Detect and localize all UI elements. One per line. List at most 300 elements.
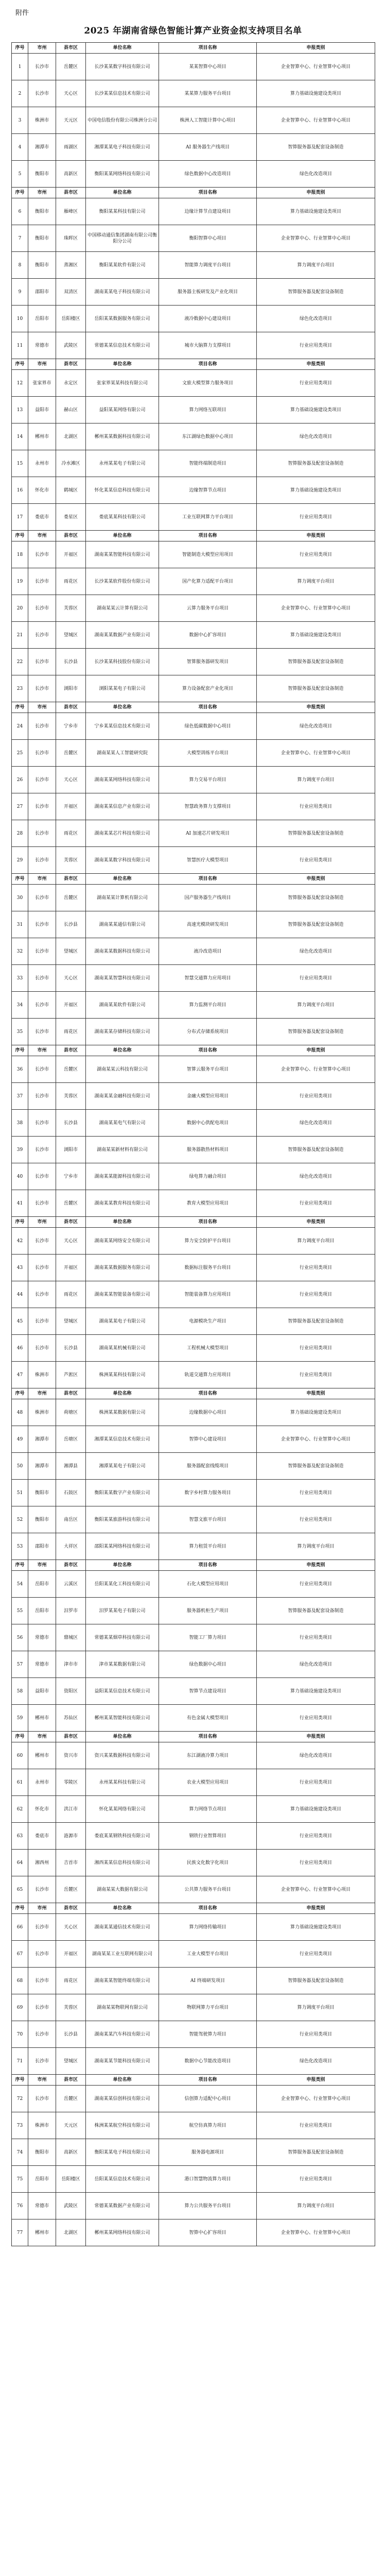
cell-city: 衡阳市 <box>28 1480 56 1506</box>
header-county: 县市区 <box>56 702 86 713</box>
cell-city: 株洲市 <box>28 2112 56 2139</box>
cell-no: 74 <box>12 2139 28 2166</box>
cell-county: 开福区 <box>56 793 86 820</box>
table-row <box>12 107 375 134</box>
cell-category: 行业应用类项目 <box>257 1941 375 1968</box>
cell-project: 电源模块生产项目 <box>159 1308 257 1335</box>
cell-no: 35 <box>12 1019 28 1045</box>
cell-no: 58 <box>12 1678 28 1705</box>
cell-county: 岳麓区 <box>56 1056 86 1083</box>
cell-county: 蒸湘区 <box>56 252 86 279</box>
cell-county: 芦淞区 <box>56 1362 86 1388</box>
header-city: 市州 <box>28 1045 56 1056</box>
cell-county: 赫山区 <box>56 397 86 423</box>
cell-project: 农业大模型应用项目 <box>159 1769 257 1796</box>
cell-project: 智算中心建设项目 <box>159 1426 257 1453</box>
cell-category: 算力调度平台项目 <box>257 252 375 279</box>
cell-county: 开福区 <box>56 541 86 568</box>
header-unit: 单位名称 <box>86 702 159 713</box>
header-county: 县市区 <box>56 43 86 54</box>
cell-unit: 长沙某某信息技术有限公司 <box>86 80 159 107</box>
cell-category: 行业应用类项目 <box>257 1190 375 1217</box>
cell-unit: 怀化某某信息科技有限公司 <box>86 477 159 504</box>
table-header-row <box>12 531 375 541</box>
header-project: 项目名称 <box>159 2075 257 2086</box>
cell-county: 津市市 <box>56 1651 86 1678</box>
cell-category: 企业智算中心、行业智算中心项目 <box>257 225 375 252</box>
cell-city: 衡阳市 <box>28 1506 56 1533</box>
table-row <box>12 1281 375 1308</box>
table-row <box>12 1019 375 1045</box>
cell-no: 50 <box>12 1453 28 1480</box>
cell-city: 衡阳市 <box>28 198 56 225</box>
header-category: 申报类别 <box>257 1560 375 1571</box>
header-category: 申报类别 <box>257 702 375 713</box>
table-row <box>12 1876 375 1903</box>
header-no: 序号 <box>12 2075 28 2086</box>
cell-city: 长沙市 <box>28 1083 56 1110</box>
cell-category: 企业智算中心、行业智算中心项目 <box>257 54 375 80</box>
cell-project: 服务器配套线缆项目 <box>159 1453 257 1480</box>
cell-category: 企业智算中心、行业智算中心项目 <box>257 1426 375 1453</box>
table-row <box>12 1362 375 1388</box>
cell-category: 行业应用类项目 <box>257 1823 375 1850</box>
table-row <box>12 1399 375 1426</box>
cell-category: 绿色化改造项目 <box>257 423 375 450</box>
table-row <box>12 911 375 938</box>
cell-city: 衡阳市 <box>28 225 56 252</box>
cell-city: 长沙市 <box>28 675 56 702</box>
cell-project: 数据中心扩容项目 <box>159 622 257 649</box>
cell-no: 1 <box>12 54 28 80</box>
cell-county: 雨花区 <box>56 1281 86 1308</box>
cell-city: 长沙市 <box>28 2086 56 2112</box>
cell-category: 绿色化改造项目 <box>257 713 375 740</box>
header-category: 申报类别 <box>257 43 375 54</box>
cell-county: 开福区 <box>56 1255 86 1281</box>
cell-no: 3 <box>12 107 28 134</box>
cell-county: 岳阳楼区 <box>56 306 86 332</box>
header-city: 市州 <box>28 43 56 54</box>
cell-unit: 长沙某某数字科技有限公司 <box>86 54 159 80</box>
table-row <box>12 767 375 793</box>
header-category: 申报类别 <box>257 1903 375 1914</box>
table-row <box>12 1426 375 1453</box>
cell-county: 高新区 <box>56 161 86 188</box>
cell-project: 智慧文旅平台项目 <box>159 1506 257 1533</box>
table-row <box>12 504 375 531</box>
cell-city: 长沙市 <box>28 938 56 965</box>
cell-project: 轨道交通算力应用项目 <box>159 1362 257 1388</box>
cell-city: 怀化市 <box>28 477 56 504</box>
cell-county: 岳麓区 <box>56 54 86 80</box>
table-row <box>12 2021 375 2048</box>
header-city: 市州 <box>28 1388 56 1399</box>
cell-category: 行业应用类项目 <box>257 504 375 531</box>
cell-category: 行业应用类项目 <box>257 541 375 568</box>
header-unit: 单位名称 <box>86 1388 159 1399</box>
table-row <box>12 1308 375 1335</box>
header-category: 申报类别 <box>257 188 375 198</box>
table-row <box>12 622 375 649</box>
cell-county: 雁峰区 <box>56 198 86 225</box>
table-row <box>12 54 375 80</box>
cell-city: 长沙市 <box>28 1941 56 1968</box>
table-row <box>12 370 375 397</box>
cell-unit: 中国电信股份有限公司株洲分公司 <box>86 107 159 134</box>
header-no: 序号 <box>12 874 28 885</box>
header-no: 序号 <box>12 188 28 198</box>
cell-category: 智算服务器及配套设备制造 <box>257 134 375 161</box>
header-unit: 单位名称 <box>86 1732 159 1742</box>
cell-unit: 湖南某某芯片科技有限公司 <box>86 820 159 847</box>
cell-city: 长沙市 <box>28 1281 56 1308</box>
cell-county: 珠晖区 <box>56 225 86 252</box>
table-row <box>12 80 375 107</box>
cell-no: 72 <box>12 2086 28 2112</box>
header-category: 申报类别 <box>257 1388 375 1399</box>
cell-no: 47 <box>12 1362 28 1388</box>
cell-project: AI 服务器生产线项目 <box>159 134 257 161</box>
cell-no: 34 <box>12 992 28 1019</box>
cell-project: 智算服务器研发项目 <box>159 649 257 675</box>
cell-city: 湘潭市 <box>28 1453 56 1480</box>
cell-city: 郴州市 <box>28 423 56 450</box>
cell-no: 11 <box>12 332 28 359</box>
cell-county: 岳麓区 <box>56 1876 86 1903</box>
cell-unit: 娄底某某钢铁科技有限公司 <box>86 1823 159 1850</box>
header-unit: 单位名称 <box>86 43 159 54</box>
header-project: 项目名称 <box>159 1045 257 1056</box>
cell-city: 岳阳市 <box>28 1598 56 1624</box>
cell-category: 算力基础设施建设类项目 <box>257 80 375 107</box>
cell-category: 智算服务器及配套设备制造 <box>257 1137 375 1163</box>
cell-project: 城市大脑算力支撑项目 <box>159 332 257 359</box>
cell-no: 49 <box>12 1426 28 1453</box>
cell-project: 智能制造大模型应用项目 <box>159 541 257 568</box>
cell-category: 算力基础设施建设类项目 <box>257 622 375 649</box>
table-row <box>12 1705 375 1732</box>
cell-project: 数据标注服务平台项目 <box>159 1255 257 1281</box>
header-unit: 单位名称 <box>86 531 159 541</box>
header-project: 项目名称 <box>159 702 257 713</box>
cell-project: 智能驾驶算力项目 <box>159 2021 257 2048</box>
cell-no: 6 <box>12 198 28 225</box>
cell-project: 钢铁行业智算项目 <box>159 1823 257 1850</box>
cell-category: 算力调度平台项目 <box>257 2193 375 2219</box>
cell-city: 长沙市 <box>28 767 56 793</box>
cell-no: 41 <box>12 1190 28 1217</box>
cell-county: 望城区 <box>56 938 86 965</box>
cell-unit: 湖南某某汽车科技有限公司 <box>86 2021 159 2048</box>
cell-city: 长沙市 <box>28 911 56 938</box>
cell-project: 物联网算力平台项目 <box>159 1994 257 2021</box>
table-row <box>12 1769 375 1796</box>
table-row <box>12 332 375 359</box>
cell-category: 行业应用类项目 <box>257 1624 375 1651</box>
cell-no: 20 <box>12 595 28 622</box>
cell-project: 智慧政务算力支撑项目 <box>159 793 257 820</box>
cell-category: 智算服务器及配套设备制造 <box>257 675 375 702</box>
cell-city: 长沙市 <box>28 713 56 740</box>
cell-project: 边缘数据中心项目 <box>159 1399 257 1426</box>
table-header-row <box>12 43 375 54</box>
cell-category: 绿色化改造项目 <box>257 306 375 332</box>
cell-unit: 衡阳某某数字产业有限公司 <box>86 1480 159 1506</box>
cell-city: 长沙市 <box>28 2021 56 2048</box>
cell-city: 长沙市 <box>28 54 56 80</box>
table-row <box>12 397 375 423</box>
cell-unit: 郴州某某智能科技有限公司 <box>86 1705 159 1732</box>
header-county: 县市区 <box>56 188 86 198</box>
cell-city: 益阳市 <box>28 397 56 423</box>
cell-unit: 湖南某某大数据有限公司 <box>86 1876 159 1903</box>
cell-county: 望城区 <box>56 2048 86 2075</box>
cell-county: 天心区 <box>56 965 86 992</box>
table-row <box>12 740 375 767</box>
cell-project: 公共算力服务平台项目 <box>159 1876 257 1903</box>
cell-unit: 湖南某某存储科技有限公司 <box>86 1019 159 1045</box>
cell-no: 53 <box>12 1533 28 1560</box>
cell-unit: 岳阳某某信息技术有限公司 <box>86 2166 159 2193</box>
table-row <box>12 649 375 675</box>
cell-county: 雨花区 <box>56 820 86 847</box>
cell-category: 智算服务器及配套设备制造 <box>257 2139 375 2166</box>
cell-city: 衡阳市 <box>28 2139 56 2166</box>
cell-city: 张家界市 <box>28 370 56 397</box>
cell-unit: 邵阳某某网络科技有限公司 <box>86 1533 159 1560</box>
cell-city: 郴州市 <box>28 2219 56 2246</box>
cell-city: 长沙市 <box>28 649 56 675</box>
table-row <box>12 1480 375 1506</box>
cell-city: 永州市 <box>28 1769 56 1796</box>
table-row <box>12 134 375 161</box>
cell-no: 54 <box>12 1571 28 1598</box>
cell-no: 29 <box>12 847 28 874</box>
cell-unit: 衡阳某某旅游科技有限公司 <box>86 1506 159 1533</box>
cell-county: 北湖区 <box>56 423 86 450</box>
cell-no: 27 <box>12 793 28 820</box>
header-no: 序号 <box>12 1388 28 1399</box>
cell-no: 31 <box>12 911 28 938</box>
header-no: 序号 <box>12 1903 28 1914</box>
header-county: 县市区 <box>56 1217 86 1228</box>
cell-category: 智算服务器及配套设备制造 <box>257 1598 375 1624</box>
table-row <box>12 541 375 568</box>
table-row <box>12 675 375 702</box>
table-row <box>12 477 375 504</box>
cell-category: 行业应用类项目 <box>257 1506 375 1533</box>
table-row <box>12 1742 375 1769</box>
cell-category: 行业应用类项目 <box>257 965 375 992</box>
header-project: 项目名称 <box>159 874 257 885</box>
cell-county: 天元区 <box>56 107 86 134</box>
cell-project: 算力网络传输项目 <box>159 1914 257 1941</box>
cell-county: 雨花区 <box>56 1968 86 1994</box>
header-category: 申报类别 <box>257 874 375 885</box>
cell-project: 国产化算力适配平台项目 <box>159 568 257 595</box>
cell-no: 68 <box>12 1968 28 1994</box>
header-project: 项目名称 <box>159 1560 257 1571</box>
cell-no: 43 <box>12 1255 28 1281</box>
cell-city: 长沙市 <box>28 80 56 107</box>
cell-county: 云溪区 <box>56 1571 86 1598</box>
cell-county: 资兴市 <box>56 1742 86 1769</box>
table-row <box>12 1914 375 1941</box>
cell-city: 长沙市 <box>28 1876 56 1903</box>
cell-no: 13 <box>12 397 28 423</box>
table-row <box>12 2139 375 2166</box>
table-header-row <box>12 1560 375 1571</box>
cell-category: 绿色化改造项目 <box>257 938 375 965</box>
cell-unit: 湖南某某数据服务有限公司 <box>86 1255 159 1281</box>
cell-city: 岳阳市 <box>28 306 56 332</box>
cell-unit: 湖南某某智能装备有限公司 <box>86 1281 159 1308</box>
cell-city: 衡阳市 <box>28 161 56 188</box>
cell-no: 66 <box>12 1914 28 1941</box>
table-row <box>12 1598 375 1624</box>
cell-county: 岳麓区 <box>56 885 86 911</box>
table-row <box>12 1850 375 1876</box>
cell-county: 天心区 <box>56 80 86 107</box>
cell-unit: 湖南某某物联网有限公司 <box>86 1994 159 2021</box>
cell-unit: 岳阳某某化工科技有限公司 <box>86 1571 159 1598</box>
cell-no: 21 <box>12 622 28 649</box>
cell-county: 长沙县 <box>56 2021 86 2048</box>
cell-no: 77 <box>12 2219 28 2246</box>
cell-project: 智能工厂算力项目 <box>159 1624 257 1651</box>
header-category: 申报类别 <box>257 531 375 541</box>
cell-unit: 衡阳某某网络科技有限公司 <box>86 161 159 188</box>
cell-category: 算力调度平台项目 <box>257 1533 375 1560</box>
cell-city: 郴州市 <box>28 1742 56 1769</box>
header-county: 县市区 <box>56 1560 86 1571</box>
cell-city: 长沙市 <box>28 1968 56 1994</box>
cell-city: 长沙市 <box>28 820 56 847</box>
cell-no: 59 <box>12 1705 28 1732</box>
header-county: 县市区 <box>56 1903 86 1914</box>
cell-unit: 湖南某某金融科技有限公司 <box>86 1083 159 1110</box>
cell-no: 56 <box>12 1624 28 1651</box>
cell-unit: 湖南某某智能科技有限公司 <box>86 541 159 568</box>
cell-city: 长沙市 <box>28 1019 56 1045</box>
cell-project: 液冷数据中心建设项目 <box>159 306 257 332</box>
header-county: 县市区 <box>56 1388 86 1399</box>
cell-project: 教育大模型应用项目 <box>159 1190 257 1217</box>
cell-unit: 湖南某某电子有限公司 <box>86 1308 159 1335</box>
cell-no: 62 <box>12 1796 28 1823</box>
table-row <box>12 1453 375 1480</box>
cell-category: 智算服务器及配套设备制造 <box>257 1453 375 1480</box>
table-row <box>12 2193 375 2219</box>
cell-no: 24 <box>12 713 28 740</box>
cell-category: 企业智算中心、行业智算中心项目 <box>257 1876 375 1903</box>
cell-county: 荷塘区 <box>56 1399 86 1426</box>
cell-city: 长沙市 <box>28 793 56 820</box>
cell-category: 算力调度平台项目 <box>257 1994 375 2021</box>
table-row <box>12 1533 375 1560</box>
cell-unit: 湖南某某教育科技有限公司 <box>86 1190 159 1217</box>
table-header-row <box>12 188 375 198</box>
cell-project: 算力交易平台项目 <box>159 767 257 793</box>
header-category: 申报类别 <box>257 1732 375 1742</box>
header-city: 市州 <box>28 1903 56 1914</box>
cell-unit: 长沙某某软件股份有限公司 <box>86 568 159 595</box>
cell-project: 算力监测平台项目 <box>159 992 257 1019</box>
header-unit: 单位名称 <box>86 1560 159 1571</box>
cell-project: 服务器电源项目 <box>159 2139 257 2166</box>
cell-project: 智能算力调度平台项目 <box>159 252 257 279</box>
table-row <box>12 1571 375 1598</box>
cell-county: 岳麓区 <box>56 2086 86 2112</box>
cell-no: 39 <box>12 1137 28 1163</box>
cell-city: 常德市 <box>28 1651 56 1678</box>
cell-county: 天心区 <box>56 767 86 793</box>
cell-unit: 湖南某某人工智能研究院 <box>86 740 159 767</box>
header-project: 项目名称 <box>159 1732 257 1742</box>
cell-no: 48 <box>12 1399 28 1426</box>
cell-unit: 宁乡某某信息技术有限公司 <box>86 713 159 740</box>
cell-county: 雨花区 <box>56 1019 86 1045</box>
cell-no: 16 <box>12 477 28 504</box>
cell-project: 东江湖液冷算力项目 <box>159 1742 257 1769</box>
cell-project: 文旅大模型算力服务项目 <box>159 370 257 397</box>
cell-county: 武陵区 <box>56 332 86 359</box>
table-row <box>12 252 375 279</box>
cell-project: 工程机械大模型项目 <box>159 1335 257 1362</box>
cell-project: 工业大模型平台项目 <box>159 1941 257 1968</box>
cell-city: 长沙市 <box>28 568 56 595</box>
cell-no: 23 <box>12 675 28 702</box>
header-no: 序号 <box>12 43 28 54</box>
cell-category: 算力调度平台项目 <box>257 568 375 595</box>
cell-county: 双清区 <box>56 279 86 306</box>
cell-city: 岳阳市 <box>28 2166 56 2193</box>
cell-unit: 湘潭某某信息技术有限公司 <box>86 1426 159 1453</box>
cell-county: 南岳区 <box>56 1506 86 1533</box>
cell-category: 算力基础设施建设类项目 <box>257 397 375 423</box>
cell-category: 行业应用类项目 <box>257 847 375 874</box>
cell-unit: 湖南某某数据产业有限公司 <box>86 622 159 649</box>
cell-county: 大祥区 <box>56 1533 86 1560</box>
cell-project: AI 终端研发项目 <box>159 1968 257 1994</box>
cell-project: AI 加速芯片研发项目 <box>159 820 257 847</box>
cell-unit: 湖南某某数据科技有限公司 <box>86 938 159 965</box>
header-county: 县市区 <box>56 1045 86 1056</box>
cell-category: 算力调度平台项目 <box>257 992 375 1019</box>
cell-project: 高速光模块研发项目 <box>159 911 257 938</box>
cell-city: 株洲市 <box>28 1399 56 1426</box>
cell-unit: 益阳某某网络有限公司 <box>86 397 159 423</box>
cell-project: 液冷改造项目 <box>159 938 257 965</box>
cell-category: 智算服务器及配套设备制造 <box>257 911 375 938</box>
cell-no: 45 <box>12 1308 28 1335</box>
cell-county: 浏阳市 <box>56 675 86 702</box>
cell-city: 长沙市 <box>28 1994 56 2021</box>
cell-county: 天心区 <box>56 1914 86 1941</box>
cell-unit: 常德某某烟草科技有限公司 <box>86 1624 159 1651</box>
cell-category: 行业应用类项目 <box>257 1850 375 1876</box>
cell-category: 企业智算中心、行业智算中心项目 <box>257 740 375 767</box>
cell-county: 长沙县 <box>56 911 86 938</box>
cell-project: 云算力服务平台项目 <box>159 595 257 622</box>
cell-no: 5 <box>12 161 28 188</box>
cell-unit: 浏阳某某电子有限公司 <box>86 675 159 702</box>
cell-category: 行业应用类项目 <box>257 1083 375 1110</box>
table-row <box>12 965 375 992</box>
cell-city: 长沙市 <box>28 992 56 1019</box>
table-header-row <box>12 359 375 370</box>
